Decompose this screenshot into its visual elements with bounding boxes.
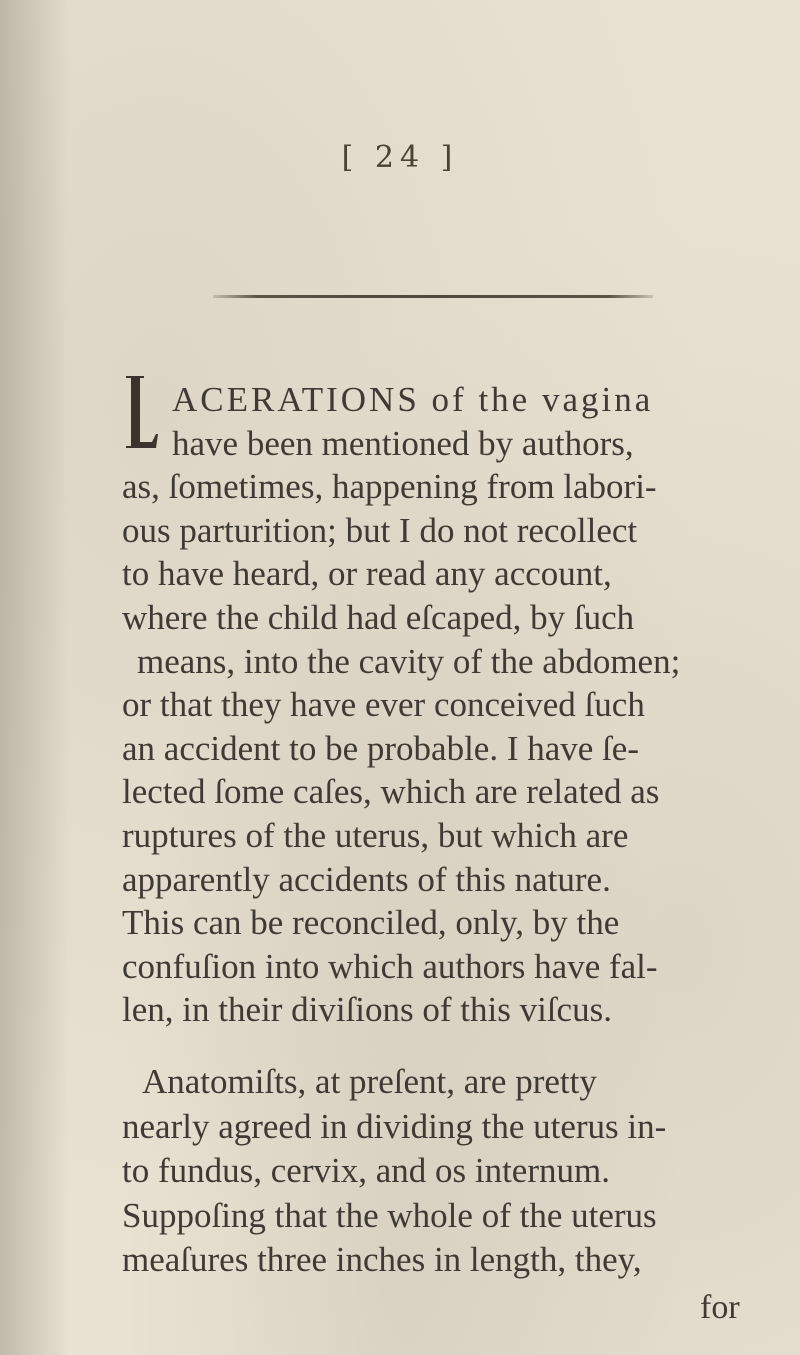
text-line: to fundus, cervix, and os internum. bbox=[122, 1151, 610, 1190]
text-line: len, in their diviſions of this viſcus. bbox=[122, 990, 612, 1030]
page-number: [ 24 ] bbox=[341, 140, 459, 175]
text-line: ous parturition; but I do not recollect bbox=[122, 510, 638, 550]
text-line: lected ſome caſes, which are related as bbox=[122, 772, 660, 812]
text-line: This can be reconciled, only, by the bbox=[122, 903, 620, 943]
text-line: confuſion into which authors have fal- bbox=[122, 946, 658, 986]
text-line: means, into the cavity of the abdomen; bbox=[137, 641, 681, 681]
text-line: an accident to be probable. I have ſe- bbox=[122, 728, 639, 768]
text-line: Anatomiſts, at preſent, are pretty bbox=[142, 1062, 597, 1101]
paragraph-1 bbox=[122, 378, 792, 1032]
catchword: for bbox=[700, 1289, 740, 1326]
paragraph-2 bbox=[122, 1060, 792, 1283]
text-line: as, ſometimes, happening from labori- bbox=[122, 467, 657, 507]
text-line: have been mentioned by authors, bbox=[172, 423, 634, 463]
text-line: Suppoſing that the whole of the uterus bbox=[122, 1195, 657, 1235]
text-line: to have heard, or read any account, bbox=[122, 554, 612, 594]
header-rule bbox=[213, 295, 653, 298]
text-line: meaſures three inches in length, they, bbox=[122, 1240, 642, 1279]
text-line: ACERATIONS of the vagina bbox=[172, 380, 654, 419]
text-line: ruptures of the uterus, but which are bbox=[122, 815, 629, 855]
page-gutter-shadow bbox=[0, 0, 70, 1355]
text-line: or that they have ever conceived ſuch bbox=[122, 685, 645, 725]
text-line: apparently accidents of this nature. bbox=[122, 859, 611, 899]
text-line: nearly agreed in dividing the uterus in- bbox=[122, 1106, 667, 1146]
text-line: where the child had eſcaped, by ſuch bbox=[122, 597, 635, 637]
